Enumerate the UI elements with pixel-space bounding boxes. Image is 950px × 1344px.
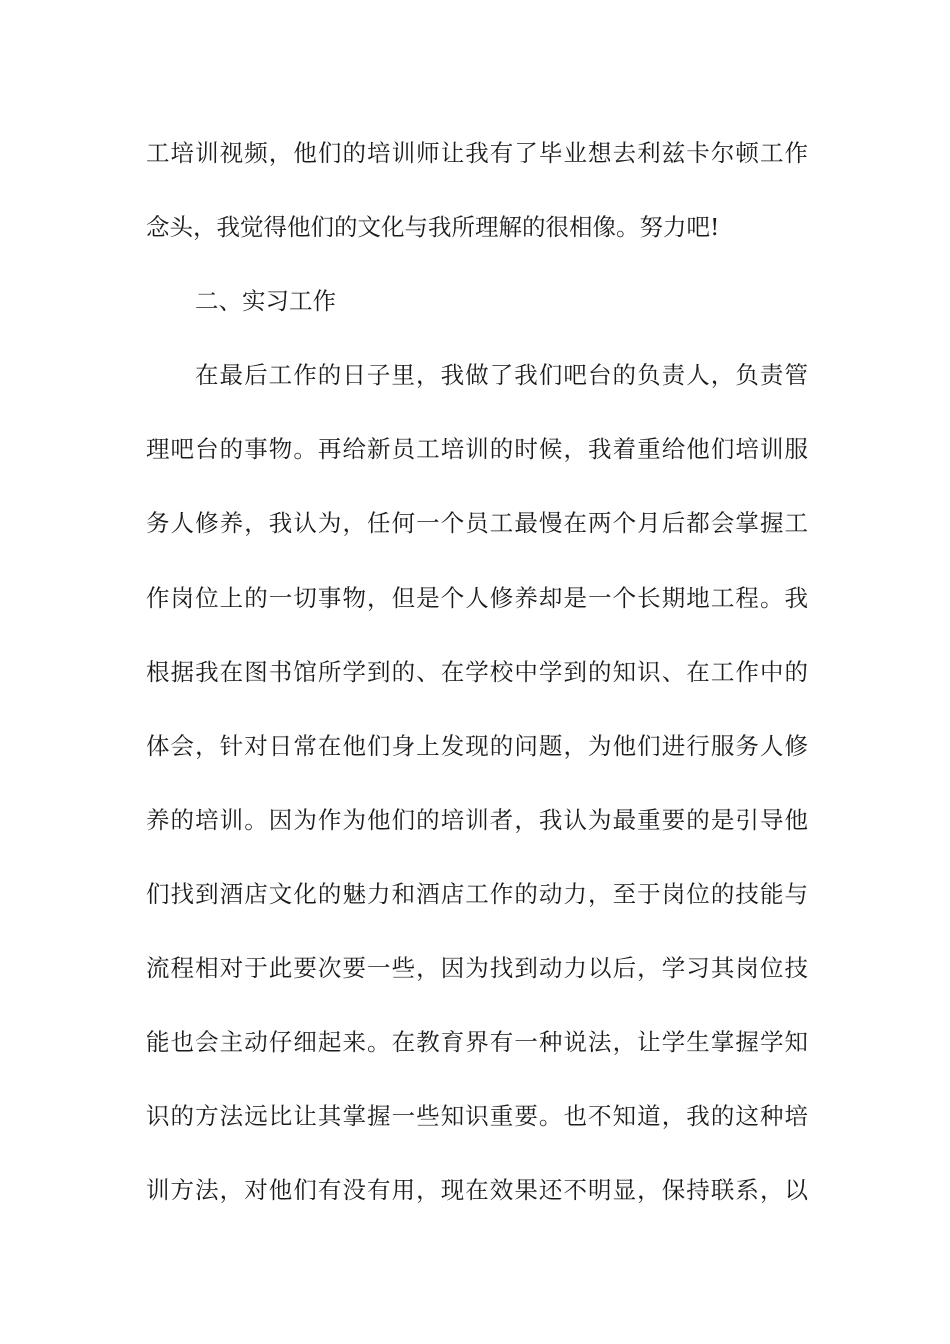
body-line-14: 识的方法远比让其掌握一些知识重要。也不知道，我的这种培 — [146, 1102, 808, 1131]
body-line-4: 在最后工作的日子里，我做了我们吧台的负责人，负责管 — [195, 361, 808, 390]
document-body — [146, 128, 808, 1239]
body-line-10: 养的培训。因为作为他们的培训者，我认为最重要的是引导他 — [146, 805, 808, 834]
body-line-2: 念头，我觉得他们的文化与我所理解的很相像。努力吧! — [146, 213, 720, 242]
body-line-11: 们找到酒店文化的魅力和酒店工作的动力，至于岗位的技能与 — [146, 879, 808, 908]
body-line-15: 训方法，对他们有没有用，现在效果还不明显，保持联系，以 — [146, 1176, 808, 1205]
body-line-9: 体会，针对日常在他们身上发现的问题，为他们进行服务人修 — [146, 731, 808, 760]
body-line-8: 根据我在图书馆所学到的、在学校中学到的知识、在工作中的 — [146, 657, 808, 686]
section-heading: 二、实习工作 — [195, 287, 336, 316]
body-line-7: 作岗位上的一切事物，但是个人修养却是一个长期地工程。我 — [146, 583, 808, 612]
body-line-1: 工培训视频，他们的培训师让我有了毕业想去利兹卡尔顿工作 — [146, 139, 808, 167]
body-line-5: 理吧台的事物。再给新员工培训的时候，我着重给他们培训服 — [146, 435, 808, 464]
body-line-6: 务人修养，我认为，任何一个员工最慢在两个月后都会掌握工 — [146, 509, 808, 538]
body-line-12: 流程相对于此要次要一些，因为找到动力以后，学习其岗位技 — [146, 954, 808, 983]
body-line-13: 能也会主动仔细起来。在教育界有一种说法，让学生掌握学知 — [146, 1028, 808, 1057]
